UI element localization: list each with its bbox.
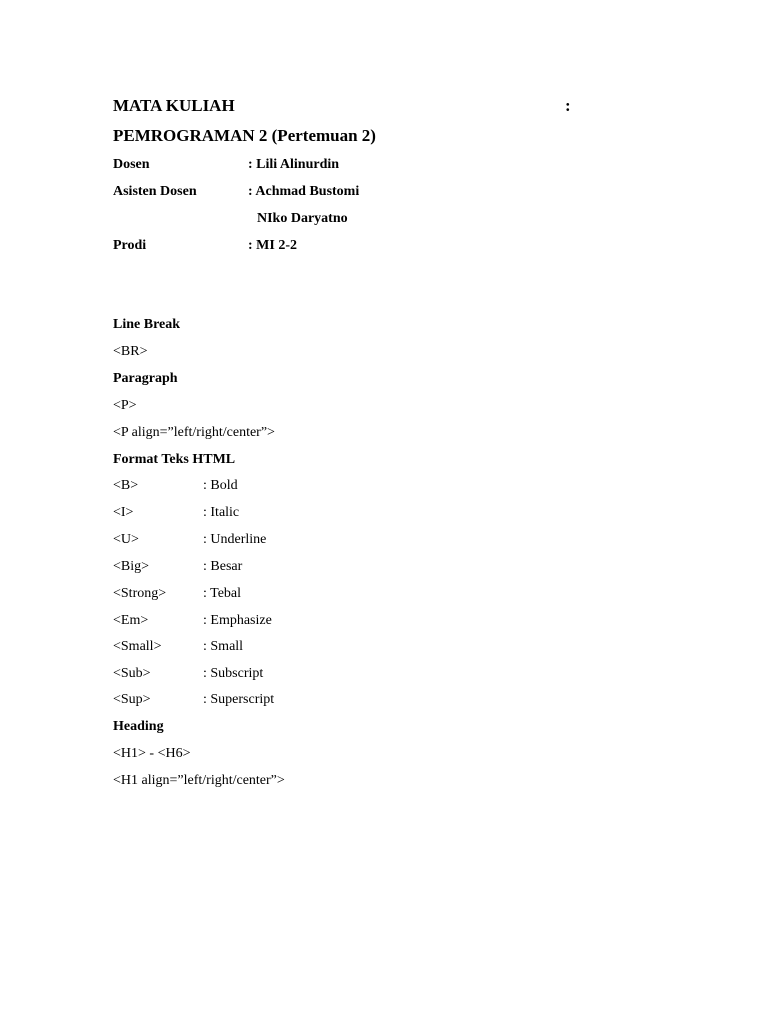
format-tag-small: <Small> xyxy=(113,639,162,654)
format-desc-small: : Small xyxy=(203,639,244,654)
format-desc-em: : Emphasize xyxy=(203,613,272,628)
section-heading-heading: Heading xyxy=(113,719,164,734)
format-tag-em: <Em> xyxy=(113,613,149,628)
format-desc-u: : Underline xyxy=(203,532,267,547)
code-h1-align: <H1 align=”left/right/center”> xyxy=(113,773,285,788)
info-label-asisten: Asisten Dosen xyxy=(113,184,197,199)
format-desc-strong: : Tebal xyxy=(203,586,242,601)
format-tag-b: <B> xyxy=(113,478,139,493)
course-title: PEMROGRAMAN 2 (Pertemuan 2) xyxy=(113,126,376,145)
code-p-align: <P align=”left/right/center”> xyxy=(113,425,275,440)
info-value-dosen: : Lili Alinurdin xyxy=(248,157,340,172)
info-value-asisten: : Achmad Bustomi xyxy=(248,184,360,199)
section-heading-line-break: Line Break xyxy=(113,317,181,332)
format-tag-big: <Big> xyxy=(113,559,150,574)
section-heading-format: Format Teks HTML xyxy=(113,452,236,467)
format-tag-u: <U> xyxy=(113,532,139,547)
section-heading-paragraph: Paragraph xyxy=(113,371,178,386)
info-label-prodi: Prodi xyxy=(113,238,147,253)
format-desc-i: : Italic xyxy=(203,505,240,520)
code-h1-h6: <H1> - <H6> xyxy=(113,746,191,761)
info-value-prodi: : MI 2-2 xyxy=(248,238,297,253)
info-value-asisten-2: NIko Daryatno xyxy=(257,211,348,226)
format-tag-strong: <Strong> xyxy=(113,586,167,601)
format-desc-big: : Besar xyxy=(203,559,243,574)
code-br: <BR> xyxy=(113,344,148,359)
format-tag-sub: <Sub> xyxy=(113,666,151,681)
code-p: <P> xyxy=(113,398,137,413)
format-tag-i: <I> xyxy=(113,505,134,520)
info-label-dosen: Dosen xyxy=(113,157,150,172)
format-desc-sub: : Subscript xyxy=(203,666,264,681)
course-label: MATA KULIAH xyxy=(113,96,235,115)
course-colon: : xyxy=(565,96,571,115)
format-desc-sup: : Superscript xyxy=(203,692,275,707)
format-tag-sup: <Sup> xyxy=(113,692,151,707)
format-desc-b: : Bold xyxy=(203,478,238,493)
